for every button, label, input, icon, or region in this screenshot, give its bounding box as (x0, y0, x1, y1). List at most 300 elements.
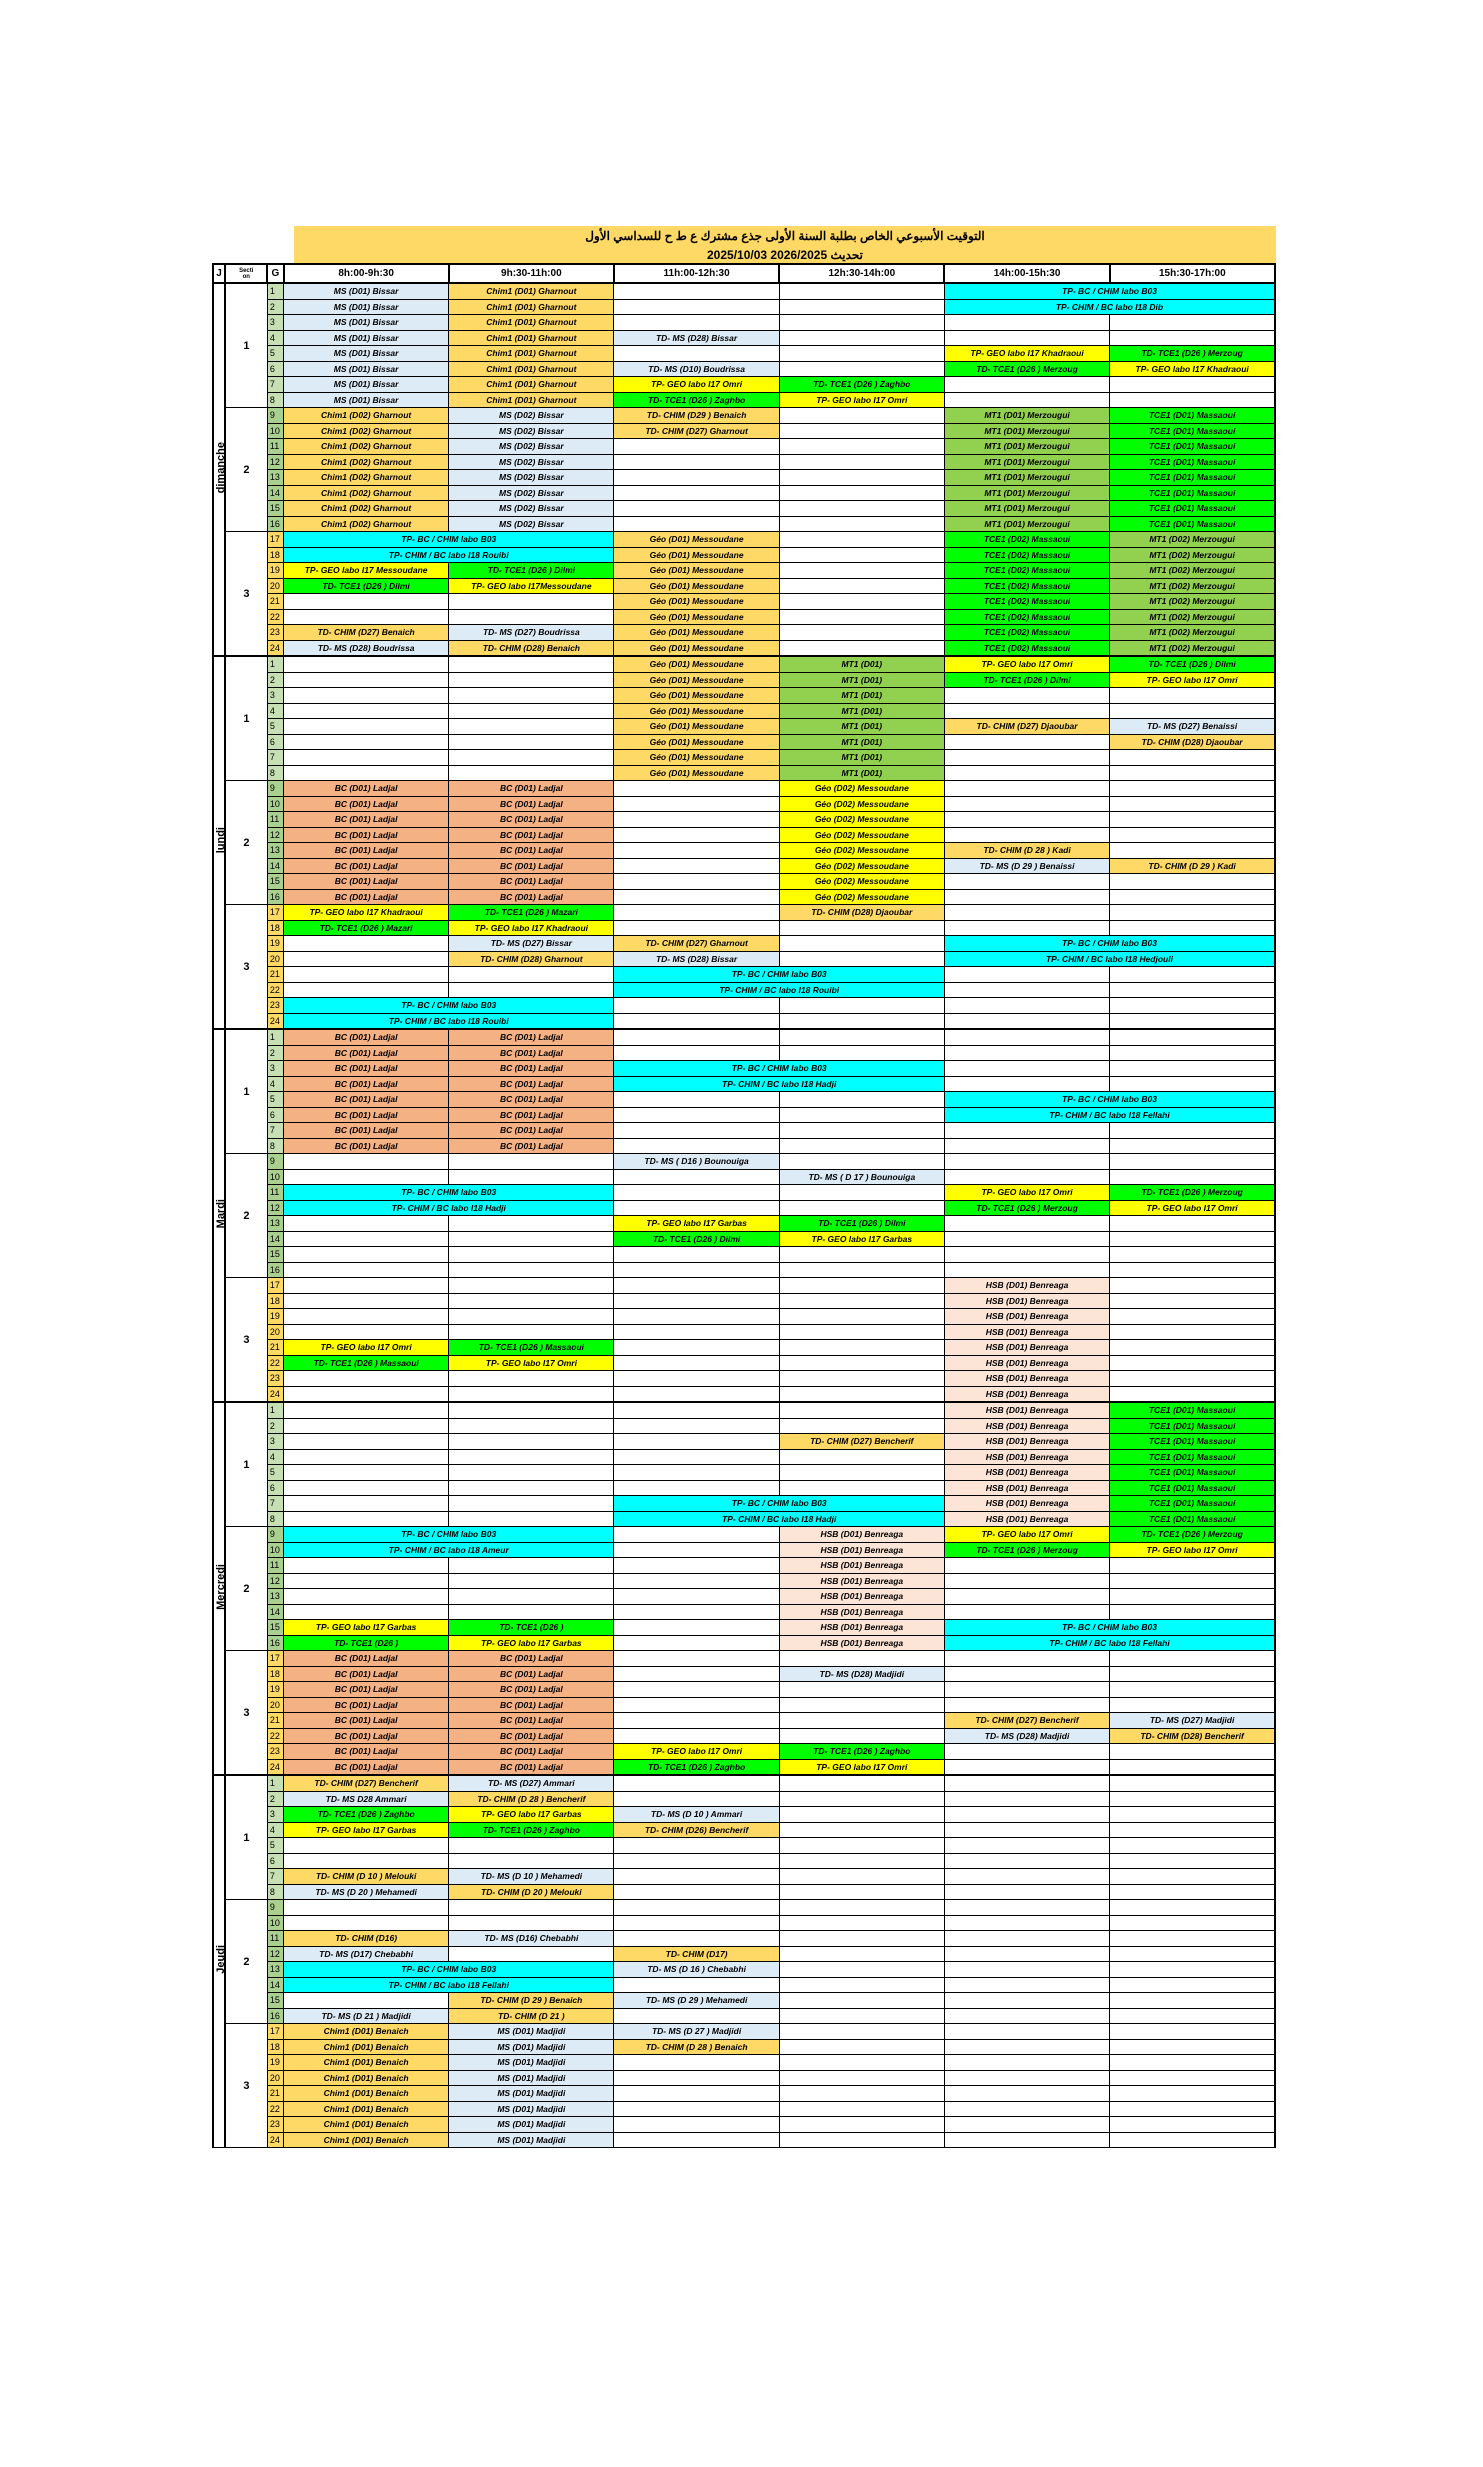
course-cell: TCE1 (D02) Massaoui (944, 532, 1109, 548)
course-cell (944, 1589, 1109, 1605)
course-cell: TCE1 (D02) Massaoui (944, 609, 1109, 625)
course-cell (1110, 812, 1275, 828)
course-cell: TP- BC / CHIM labo B03 (614, 967, 944, 983)
course-cell: TD- CHIM (D27) Bencherif (944, 1713, 1109, 1729)
course-cell (944, 392, 1109, 408)
section-cell: 1 (225, 283, 267, 408)
course-cell: Géo (D01) Messoudane (614, 750, 779, 766)
course-cell (1110, 843, 1275, 859)
table-row (213, 2070, 1275, 2086)
course-cell: TCE1 (D02) Massaoui (944, 563, 1109, 579)
course-cell (449, 1386, 614, 1402)
course-cell (1110, 1822, 1275, 1838)
table-row (213, 1589, 1275, 1605)
course-cell (284, 1604, 449, 1620)
course-cell: TP- BC / CHIM labo B03 (284, 532, 614, 548)
group-number: 24 (267, 640, 283, 656)
group-number: 23 (267, 1371, 283, 1387)
course-cell (449, 688, 614, 704)
course-cell (614, 1107, 779, 1123)
course-cell (284, 1434, 449, 1450)
course-cell (284, 1558, 449, 1574)
table-row (213, 1635, 1275, 1651)
course-cell (779, 1465, 944, 1481)
table-row (213, 1169, 1275, 1185)
table-row (213, 1620, 1275, 1636)
course-cell (449, 1402, 614, 1418)
course-cell: Géo (D01) Messoudane (614, 625, 779, 641)
course-cell (779, 2086, 944, 2102)
course-cell: MS (D02) Bissar (449, 470, 614, 486)
course-cell (944, 998, 1109, 1014)
course-cell (614, 1092, 779, 1108)
course-cell (614, 1931, 779, 1947)
course-cell: MT1 (D01) Merzougui (944, 516, 1109, 532)
group-number: 21 (267, 1340, 283, 1356)
course-cell: TD- TCE1 (D26 ) (449, 1620, 614, 1636)
course-cell: TD- CHIM (D16) (284, 1931, 449, 1947)
header-slot-2: 9h:30-11h:00 (449, 264, 614, 283)
course-cell: Géo (D01) Messoudane (614, 765, 779, 781)
course-cell: TP- GEO labo I17 Omri (1110, 1200, 1275, 1216)
course-cell (284, 672, 449, 688)
course-cell (1110, 2039, 1275, 2055)
table-row (213, 454, 1275, 470)
course-cell: TD- CHIM (D 29 ) Kadi (1110, 858, 1275, 874)
course-cell (779, 1962, 944, 1978)
table-row (213, 1946, 1275, 1962)
course-cell (944, 905, 1109, 921)
course-cell (614, 998, 779, 1014)
group-number: 20 (267, 951, 283, 967)
table-row (213, 2117, 1275, 2133)
course-cell: TCE1 (D01) Massaoui (1110, 408, 1275, 424)
course-cell (449, 594, 614, 610)
group-number: 4 (267, 1449, 283, 1465)
course-cell (779, 1915, 944, 1931)
course-cell: BC (D01) Ladjal (284, 1759, 449, 1775)
course-cell: Géo (D02) Messoudane (779, 889, 944, 905)
table-row (213, 1775, 1275, 1791)
course-cell: MS (D01) Madjidi (449, 2101, 614, 2117)
table-row (213, 1449, 1275, 1465)
course-cell: HSB (D01) Benreaga (944, 1402, 1109, 1418)
course-cell: MS (D01) Madjidi (449, 2070, 614, 2086)
course-cell (1110, 796, 1275, 812)
course-cell (779, 1029, 944, 1045)
course-cell: TP- CHIM / BC labo I18 Dib (944, 299, 1275, 315)
table-row (213, 1402, 1275, 1418)
course-cell (449, 609, 614, 625)
course-cell (944, 1884, 1109, 1900)
course-cell: Chim1 (D02) Gharnout (284, 485, 449, 501)
group-number: 19 (267, 2055, 283, 2071)
course-cell (944, 1977, 1109, 1993)
course-cell (944, 750, 1109, 766)
course-cell: TD- TCE1 (D26 ) Zaghbo (779, 377, 944, 393)
course-cell: TD- TCE1 (D26 ) Massaoui (284, 1355, 449, 1371)
course-cell (1110, 1278, 1275, 1294)
course-cell: TP- GEO labo I17 Garbas (779, 1231, 944, 1247)
course-cell: MT1 (D01) (779, 672, 944, 688)
course-cell (449, 1558, 614, 1574)
course-cell (449, 1915, 614, 1931)
course-cell: TCE1 (D01) Massaoui (1110, 1449, 1275, 1465)
course-cell (284, 609, 449, 625)
course-cell (944, 1216, 1109, 1232)
course-cell: MS (D01) Bissar (284, 361, 449, 377)
course-cell (1110, 1807, 1275, 1823)
course-cell: TD- TCE1 (D26 ) Merzoug (1110, 1185, 1275, 1201)
course-cell (944, 1915, 1109, 1931)
course-cell: TP- GEO labo I17 Garbas (614, 1216, 779, 1232)
group-number: 2 (267, 1418, 283, 1434)
course-cell (614, 1434, 779, 1450)
group-number: 20 (267, 578, 283, 594)
table-row (213, 1434, 1275, 1450)
course-cell: TD- TCE1 (D26 ) Zaghbo (614, 1759, 779, 1775)
table-row (213, 1791, 1275, 1807)
course-cell (944, 1651, 1109, 1667)
course-cell (1110, 2086, 1275, 2102)
course-cell (944, 1946, 1109, 1962)
course-cell: TD- TCE1 (D26 ) Merzoug (944, 361, 1109, 377)
course-cell (779, 1418, 944, 1434)
course-cell: Chim1 (D01) Gharnout (449, 346, 614, 362)
course-cell: TD- MS ( D 17 ) Bounouiga (779, 1169, 944, 1185)
course-cell (449, 703, 614, 719)
course-cell: BC (D01) Ladjal (284, 889, 449, 905)
course-cell: TCE1 (D01) Massaoui (1110, 439, 1275, 455)
course-cell (1110, 392, 1275, 408)
group-number: 18 (267, 1293, 283, 1309)
course-cell (614, 796, 779, 812)
course-cell (614, 2117, 779, 2133)
course-cell: BC (D01) Ladjal (449, 874, 614, 890)
course-cell: TD- CHIM (D 28 ) Bencherif (449, 1791, 614, 1807)
course-cell (614, 439, 779, 455)
course-cell (1110, 1324, 1275, 1340)
timetable (212, 263, 1276, 2148)
header-slot-6: 15h:30-17h:00 (1110, 264, 1275, 283)
course-cell (1110, 1697, 1275, 1713)
group-number: 9 (267, 781, 283, 797)
group-number: 22 (267, 1355, 283, 1371)
course-cell (779, 315, 944, 331)
course-cell (944, 1169, 1109, 1185)
group-number: 5 (267, 1465, 283, 1481)
course-cell (1110, 1309, 1275, 1325)
course-cell: HSB (D01) Benreaga (779, 1527, 944, 1543)
course-cell: BC (D01) Ladjal (284, 1697, 449, 1713)
group-number: 8 (267, 1884, 283, 1900)
course-cell: TD- TCE1 (D26 ) (284, 1635, 449, 1651)
course-cell: TD- MS (D28) Bissar (614, 330, 779, 346)
table-row (213, 408, 1275, 424)
group-number: 9 (267, 1900, 283, 1916)
table-row (213, 734, 1275, 750)
group-number: 21 (267, 2086, 283, 2102)
table-row (213, 1666, 1275, 1682)
course-cell (1110, 1744, 1275, 1760)
course-cell (779, 1402, 944, 1418)
table-row (213, 1278, 1275, 1294)
course-cell (1110, 1013, 1275, 1029)
course-cell (944, 315, 1109, 331)
table-row (213, 1013, 1275, 1029)
course-cell (284, 656, 449, 672)
course-cell (284, 1324, 449, 1340)
course-cell: TP- BC / CHIM labo B03 (614, 1061, 944, 1077)
course-cell: TD- MS (D17) Chebabhi (284, 1946, 449, 1962)
table-row (213, 1496, 1275, 1512)
group-number: 5 (267, 346, 283, 362)
course-cell: BC (D01) Ladjal (284, 1744, 449, 1760)
table-row (213, 874, 1275, 890)
course-cell (449, 1293, 614, 1309)
course-cell (779, 1728, 944, 1744)
course-cell (1110, 703, 1275, 719)
course-cell (944, 377, 1109, 393)
course-cell: BC (D01) Ladjal (284, 843, 449, 859)
course-cell (614, 874, 779, 890)
course-cell: TP- GEO labo I17 Garbas (449, 1635, 614, 1651)
course-cell (449, 1604, 614, 1620)
course-cell (284, 967, 449, 983)
table-row (213, 2132, 1275, 2148)
course-cell: HSB (D01) Benreaga (944, 1278, 1109, 1294)
group-number: 15 (267, 501, 283, 517)
course-cell: MT1 (D01) (779, 750, 944, 766)
course-cell: TD- CHIM (D27) Bencherif (284, 1775, 449, 1791)
course-cell (779, 2101, 944, 2117)
course-cell: BC (D01) Ladjal (449, 858, 614, 874)
course-cell (779, 532, 944, 548)
course-cell (449, 719, 614, 735)
group-number: 6 (267, 1480, 283, 1496)
course-cell (284, 1449, 449, 1465)
table-row (213, 1542, 1275, 1558)
course-cell: TCE1 (D02) Massaoui (944, 594, 1109, 610)
course-cell (614, 1604, 779, 1620)
course-cell: Chim1 (D01) Benaich (284, 2101, 449, 2117)
course-cell (779, 594, 944, 610)
table-row (213, 765, 1275, 781)
course-cell (944, 781, 1109, 797)
course-cell (944, 812, 1109, 828)
group-number: 1 (267, 1402, 283, 1418)
table-row (213, 439, 1275, 455)
section-cell: 1 (225, 1029, 267, 1154)
course-cell: TCE1 (D01) Massaoui (1110, 470, 1275, 486)
course-cell (779, 1247, 944, 1263)
course-cell (614, 1682, 779, 1698)
course-cell: TCE1 (D02) Massaoui (944, 547, 1109, 563)
course-cell: BC (D01) Ladjal (284, 1045, 449, 1061)
day-label: Jeudi (215, 1945, 227, 1974)
course-cell (614, 1666, 779, 1682)
course-cell: HSB (D01) Benreaga (944, 1293, 1109, 1309)
course-cell: TD- TCE1 (D26 ) Merzoug (1110, 346, 1275, 362)
table-row (213, 1262, 1275, 1278)
course-cell (1110, 1915, 1275, 1931)
course-cell: Chim1 (D02) Gharnout (284, 439, 449, 455)
course-cell: BC (D01) Ladjal (449, 812, 614, 828)
course-cell (944, 1154, 1109, 1170)
table-row (213, 501, 1275, 517)
table-row (213, 485, 1275, 501)
section-cell: 2 (225, 1527, 267, 1651)
course-cell (944, 889, 1109, 905)
course-cell: MS (D02) Bissar (449, 439, 614, 455)
course-cell: TD- CHIM (D 29 ) Benaich (449, 1993, 614, 2009)
course-cell (779, 1045, 944, 1061)
course-cell (779, 1838, 944, 1854)
course-cell (614, 1728, 779, 1744)
course-cell: TP- GEO labo I17 Khadraoui (449, 920, 614, 936)
course-cell: TP- GEO labo I17 Khadraoui (944, 346, 1109, 362)
course-cell (449, 982, 614, 998)
course-cell (1110, 315, 1275, 331)
course-cell: BC (D01) Ladjal (284, 1138, 449, 1154)
course-cell: Géo (D01) Messoudane (614, 532, 779, 548)
table-row (213, 640, 1275, 656)
course-cell (284, 1915, 449, 1931)
course-cell (614, 1900, 779, 1916)
table-row (213, 688, 1275, 704)
course-cell (779, 1092, 944, 1108)
course-cell: BC (D01) Ladjal (449, 889, 614, 905)
course-cell (779, 485, 944, 501)
course-cell: Chim1 (D02) Gharnout (284, 501, 449, 517)
course-cell: TCE1 (D01) Massaoui (1110, 1465, 1275, 1481)
course-cell: TP- BC / CHIM labo B03 (944, 936, 1275, 952)
course-cell (779, 1449, 944, 1465)
course-cell: TD- MS D28 Ammari (284, 1791, 449, 1807)
table-row (213, 703, 1275, 719)
group-number: 9 (267, 408, 283, 424)
course-cell: TP- CHIM / BC labo I18 Fellahi (944, 1635, 1275, 1651)
course-cell (779, 423, 944, 439)
course-cell: MT1 (D02) Merzougui (1110, 563, 1275, 579)
group-number: 15 (267, 874, 283, 890)
course-cell: MT1 (D01) (779, 703, 944, 719)
course-cell: Géo (D01) Messoudane (614, 734, 779, 750)
course-cell: MS (D01) Madjidi (449, 2055, 614, 2071)
table-row (213, 1123, 1275, 1139)
course-cell: MS (D01) Madjidi (449, 2039, 614, 2055)
course-cell: BC (D01) Ladjal (284, 1076, 449, 1092)
course-cell: MS (D02) Bissar (449, 454, 614, 470)
course-cell (1110, 1931, 1275, 1947)
course-cell (779, 516, 944, 532)
group-number: 16 (267, 1262, 283, 1278)
section-cell: 3 (225, 1278, 267, 1403)
section-cell: 3 (225, 2024, 267, 2148)
course-cell: HSB (D01) Benreaga (779, 1635, 944, 1651)
course-cell (779, 609, 944, 625)
course-cell: TP- CHIM / BC labo I18 Rouibi (284, 1013, 614, 1029)
course-cell (779, 2132, 944, 2148)
group-number: 13 (267, 1216, 283, 1232)
header-row (213, 264, 1275, 283)
section-cell: 1 (225, 1775, 267, 1900)
course-cell (779, 1946, 944, 1962)
course-cell: TD- TCE1 (D26 ) Mazari (449, 905, 614, 921)
course-cell: BC (D01) Ladjal (449, 1666, 614, 1682)
table-row (213, 951, 1275, 967)
course-cell (779, 1123, 944, 1139)
course-cell: MS (D01) Bissar (284, 315, 449, 331)
table-row (213, 1682, 1275, 1698)
course-cell (449, 1278, 614, 1294)
course-cell: Géo (D01) Messoudane (614, 672, 779, 688)
day-cell (213, 1402, 225, 1775)
course-cell: HSB (D01) Benreaga (944, 1449, 1109, 1465)
table-row (213, 905, 1275, 921)
course-cell (944, 796, 1109, 812)
course-cell (779, 1309, 944, 1325)
course-cell (944, 2086, 1109, 2102)
course-cell: MT1 (D02) Merzougui (1110, 640, 1275, 656)
table-row (213, 423, 1275, 439)
table-row (213, 1309, 1275, 1325)
course-cell: MT1 (D01) Merzougui (944, 454, 1109, 470)
course-cell (1110, 1791, 1275, 1807)
course-cell (614, 1200, 779, 1216)
course-cell: TD- MS (D28) Bissar (614, 951, 779, 967)
course-cell (614, 1620, 779, 1636)
course-cell (1110, 1946, 1275, 1962)
course-cell: TD- MS (D 29 ) Benaissi (944, 858, 1109, 874)
table-row (213, 1386, 1275, 1402)
course-cell (614, 1386, 779, 1402)
course-cell: TD- TCE1 (D26 ) Massaoui (449, 1340, 614, 1356)
course-cell: BC (D01) Ladjal (284, 1651, 449, 1667)
course-cell: TCE1 (D01) Massaoui (1110, 1434, 1275, 1450)
course-cell (1110, 1682, 1275, 1698)
course-cell: BC (D01) Ladjal (284, 1713, 449, 1729)
table-row (213, 1045, 1275, 1061)
course-cell: TP- BC / CHIM labo B03 (284, 998, 614, 1014)
table-row (213, 1076, 1275, 1092)
group-number: 5 (267, 719, 283, 735)
group-number: 23 (267, 2117, 283, 2133)
course-cell (779, 1651, 944, 1667)
course-cell: BC (D01) Ladjal (284, 1092, 449, 1108)
course-cell (284, 1511, 449, 1527)
table-row (213, 827, 1275, 843)
course-cell: TP- BC / CHIM labo B03 (944, 283, 1275, 299)
group-number: 24 (267, 1386, 283, 1402)
group-number: 16 (267, 2008, 283, 2024)
course-cell (284, 1589, 449, 1605)
course-cell: Chim1 (D02) Gharnout (284, 408, 449, 424)
course-cell (1110, 1558, 1275, 1574)
course-cell: BC (D01) Ladjal (449, 1744, 614, 1760)
group-number: 6 (267, 1853, 283, 1869)
course-cell (944, 1558, 1109, 1574)
table-row (213, 625, 1275, 641)
course-cell: HSB (D01) Benreaga (944, 1309, 1109, 1325)
course-cell (614, 1791, 779, 1807)
course-cell: MT1 (D02) Merzougui (1110, 594, 1275, 610)
course-cell (614, 1573, 779, 1589)
course-cell (614, 283, 779, 299)
section-cell: 2 (225, 1900, 267, 2024)
course-cell (1110, 2117, 1275, 2133)
course-cell: TCE1 (D01) Massaoui (1110, 1480, 1275, 1496)
